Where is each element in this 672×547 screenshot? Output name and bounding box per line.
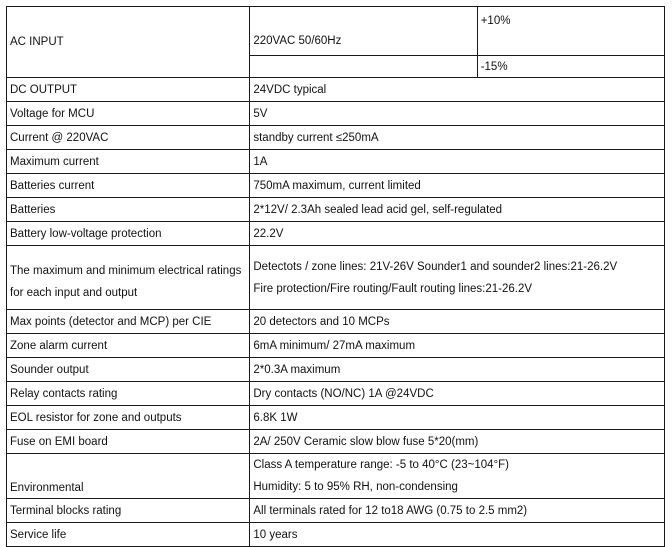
table-row	[7, 454, 665, 499]
table-row	[7, 310, 665, 334]
spec-value: 10 years	[250, 523, 665, 547]
table-row	[7, 358, 665, 382]
table-row	[7, 382, 665, 406]
spec-label: Sounder output	[7, 358, 250, 382]
tolerance-minus: -15%	[477, 56, 664, 78]
spec-label: Battery low-voltage protection	[7, 222, 250, 246]
table-row	[7, 334, 665, 358]
spec-value: 220VAC 50/60Hz	[250, 7, 477, 56]
spec-value-empty	[250, 56, 477, 78]
table-row	[7, 246, 665, 310]
spec-value: All terminals rated for 12 to18 AWG (0.75 to 2.5 mm2)	[250, 499, 665, 523]
spec-value: 24VDC typical	[250, 78, 665, 102]
spec-value: 5V	[250, 102, 665, 126]
ratings-line-2: Fire protection/Fire routing/Fault routing lines:21-26.2V	[253, 282, 533, 295]
spec-value: 20 detectors and 10 MCPs	[250, 310, 665, 334]
table-row	[7, 430, 665, 454]
table-row	[7, 523, 665, 547]
table-row	[7, 198, 665, 222]
table-row	[7, 222, 665, 246]
spec-value: 6.8K 1W	[250, 406, 665, 430]
spec-label: Zone alarm current	[7, 334, 250, 358]
spec-label: Maximum current	[7, 150, 250, 174]
spec-label: Fuse on EMI board	[7, 430, 250, 454]
spec-label: Relay contacts rating	[7, 382, 250, 406]
spec-label: AC INPUT	[7, 7, 250, 78]
spec-label: Environmental	[7, 454, 250, 499]
spec-label: Max points (detector and MCP) per CIE	[7, 310, 250, 334]
table-row	[7, 126, 665, 150]
spec-table	[6, 6, 665, 547]
spec-value: 6mA minimum/ 27mA maximum	[250, 334, 665, 358]
table-row	[7, 499, 665, 523]
spec-value: Dry contacts (NO/NC) 1A @24VDC	[250, 382, 665, 406]
spec-value: 2A/ 250V Ceramic slow blow fuse 5*20(mm)	[250, 430, 665, 454]
spec-label: Service life	[7, 523, 250, 547]
spec-value: 2*0.3A maximum	[250, 358, 665, 382]
ratings-line-1: Detectots / zone lines: 21V-26V Sounder1 and sounder2 lines:21-26.2V	[253, 260, 618, 273]
spec-label: Voltage for MCU	[7, 102, 250, 126]
table-row	[7, 78, 665, 102]
tolerance-plus: +10%	[477, 7, 664, 56]
spec-value: standby current ≤250mA	[250, 126, 665, 150]
spec-value: 750mA maximum, current limited	[250, 174, 665, 198]
environmental-line-1: Class A temperature range: -5 to 40°C (23~104°F)	[253, 459, 509, 471]
spec-label: Current @ 220VAC	[7, 126, 250, 150]
spec-label: The maximum and minimum electrical ratings for each input and output	[7, 246, 250, 310]
spec-label: Batteries current	[7, 174, 250, 198]
spec-value: 2*12V/ 2.3Ah sealed lead acid gel, self-regulated	[250, 198, 665, 222]
spec-label: Terminal blocks rating	[7, 499, 250, 523]
table-row	[7, 406, 665, 430]
spec-value	[250, 246, 665, 310]
spec-label: Batteries	[7, 198, 250, 222]
spec-label: DC OUTPUT	[7, 78, 250, 102]
table-row	[7, 174, 665, 198]
spec-value	[250, 454, 665, 499]
spec-value: 22.2V	[250, 222, 665, 246]
table-row	[7, 102, 665, 126]
table-row	[7, 7, 665, 56]
table-row	[7, 150, 665, 174]
environmental-line-2: Humidity: 5 to 95% RH, non-condensing	[253, 481, 458, 493]
spec-label: EOL resistor for zone and outputs	[7, 406, 250, 430]
spec-value: 1A	[250, 150, 665, 174]
